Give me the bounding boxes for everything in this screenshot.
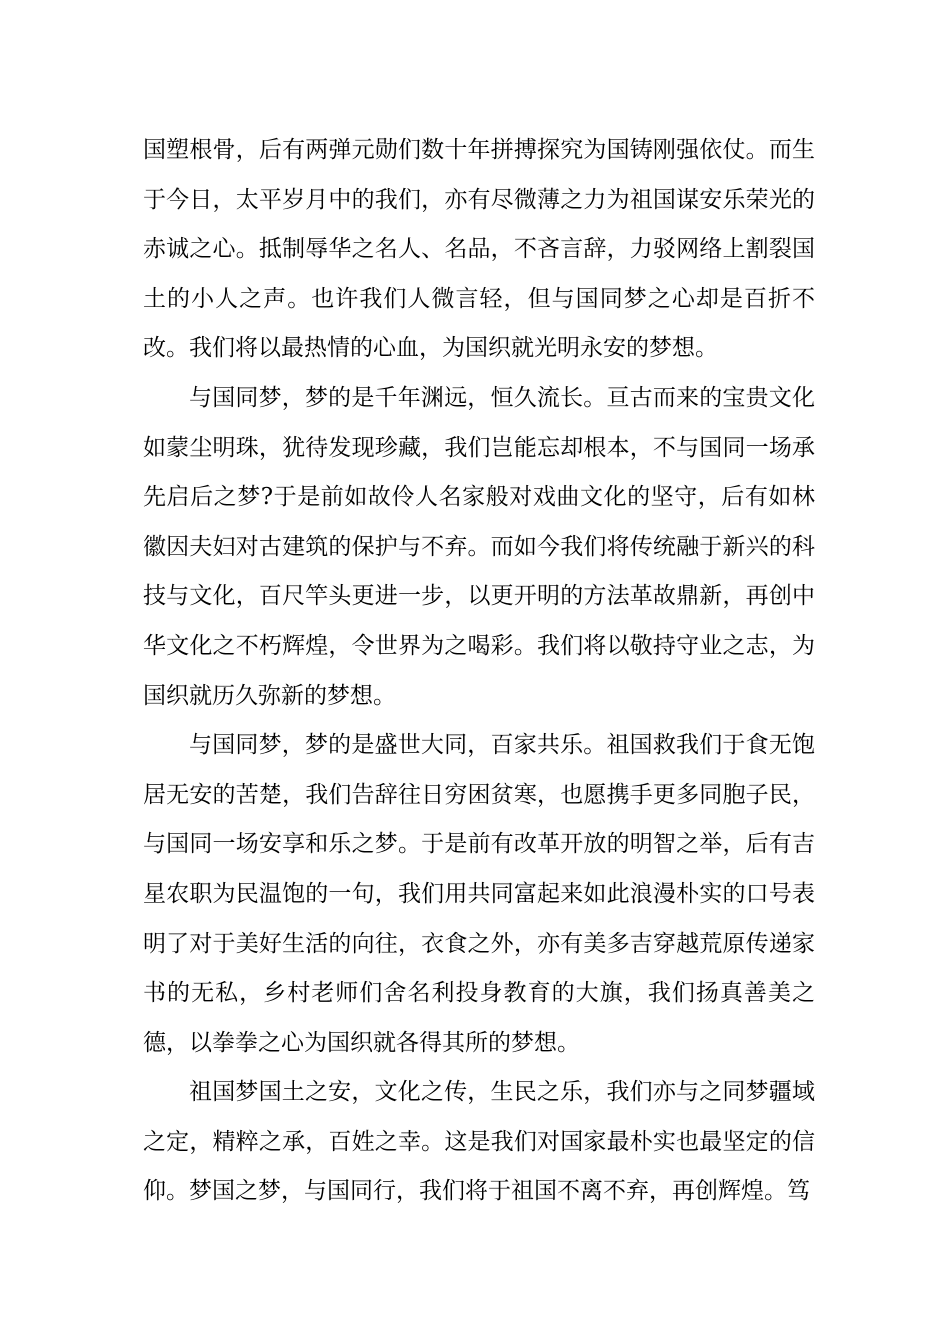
document-body (143, 126, 815, 1217)
paragraph-2: 与国同梦，梦的是千年渊远，恒久流长。亘古而来的宝贵文化如蒙尘明珠，犹待发现珍藏，我们岂能忘却根本，不与国同一场承先启后之梦?于是前如故伶人名家般对戏曲文化的坚守，后有如林徽因夫妇对古建筑的保护与不弃。而如今我们将传统融于新兴的科技与文化，百尺竿头更进一步，以更开明的方法革故鼎新，再创中华文化之不朽辉煌，令世界为之喝彩。我们将以敬持守业之志，为国织就历久弥新的梦想。 (143, 384, 815, 709)
paragraph-4: 祖国梦国土之安，文化之传，生民之乐，我们亦与之同梦疆域之定，精粹之承，百姓之幸。这是我们对国家最朴实也最坚定的信仰。梦国之梦，与国同行，我们将于祖国不离不弃，再创辉煌。笃 (143, 1079, 815, 1205)
paragraph-1: 国塑根骨，后有两弹元勋们数十年拼搏探究为国铸刚强依仗。而生于今日，太平岁月中的我们，亦有尽微薄之力为祖国谋安乐荣光的赤诚之心。抵制辱华之名人、名品，不吝言辞，力驳网络上割裂国土的小人之声。也许我们人微言轻，但与国同梦之心却是百折不改。我们将以最热情的心血，为国织就光明永安的梦想。 (143, 137, 815, 362)
paragraph-3: 与国同梦，梦的是盛世大同，百家共乐。祖国救我们于食无饱居无安的苦楚，我们告辞往日穷困贫寒，也愿携手更多同胞子民，与国同一场安享和乐之梦。于是前有改革开放的明智之举，后有吉星农职为民温饱的一句，我们用共同富起来如此浪漫朴实的口号表明了对于美好生活的向往，衣食之外，亦有美多吉穿越荒原传递家书的无私，乡村老师们舍名利投身教育的大旗，我们扬真善美之德，以拳拳之心为国织就各得其所的梦想。 (143, 732, 815, 1056)
